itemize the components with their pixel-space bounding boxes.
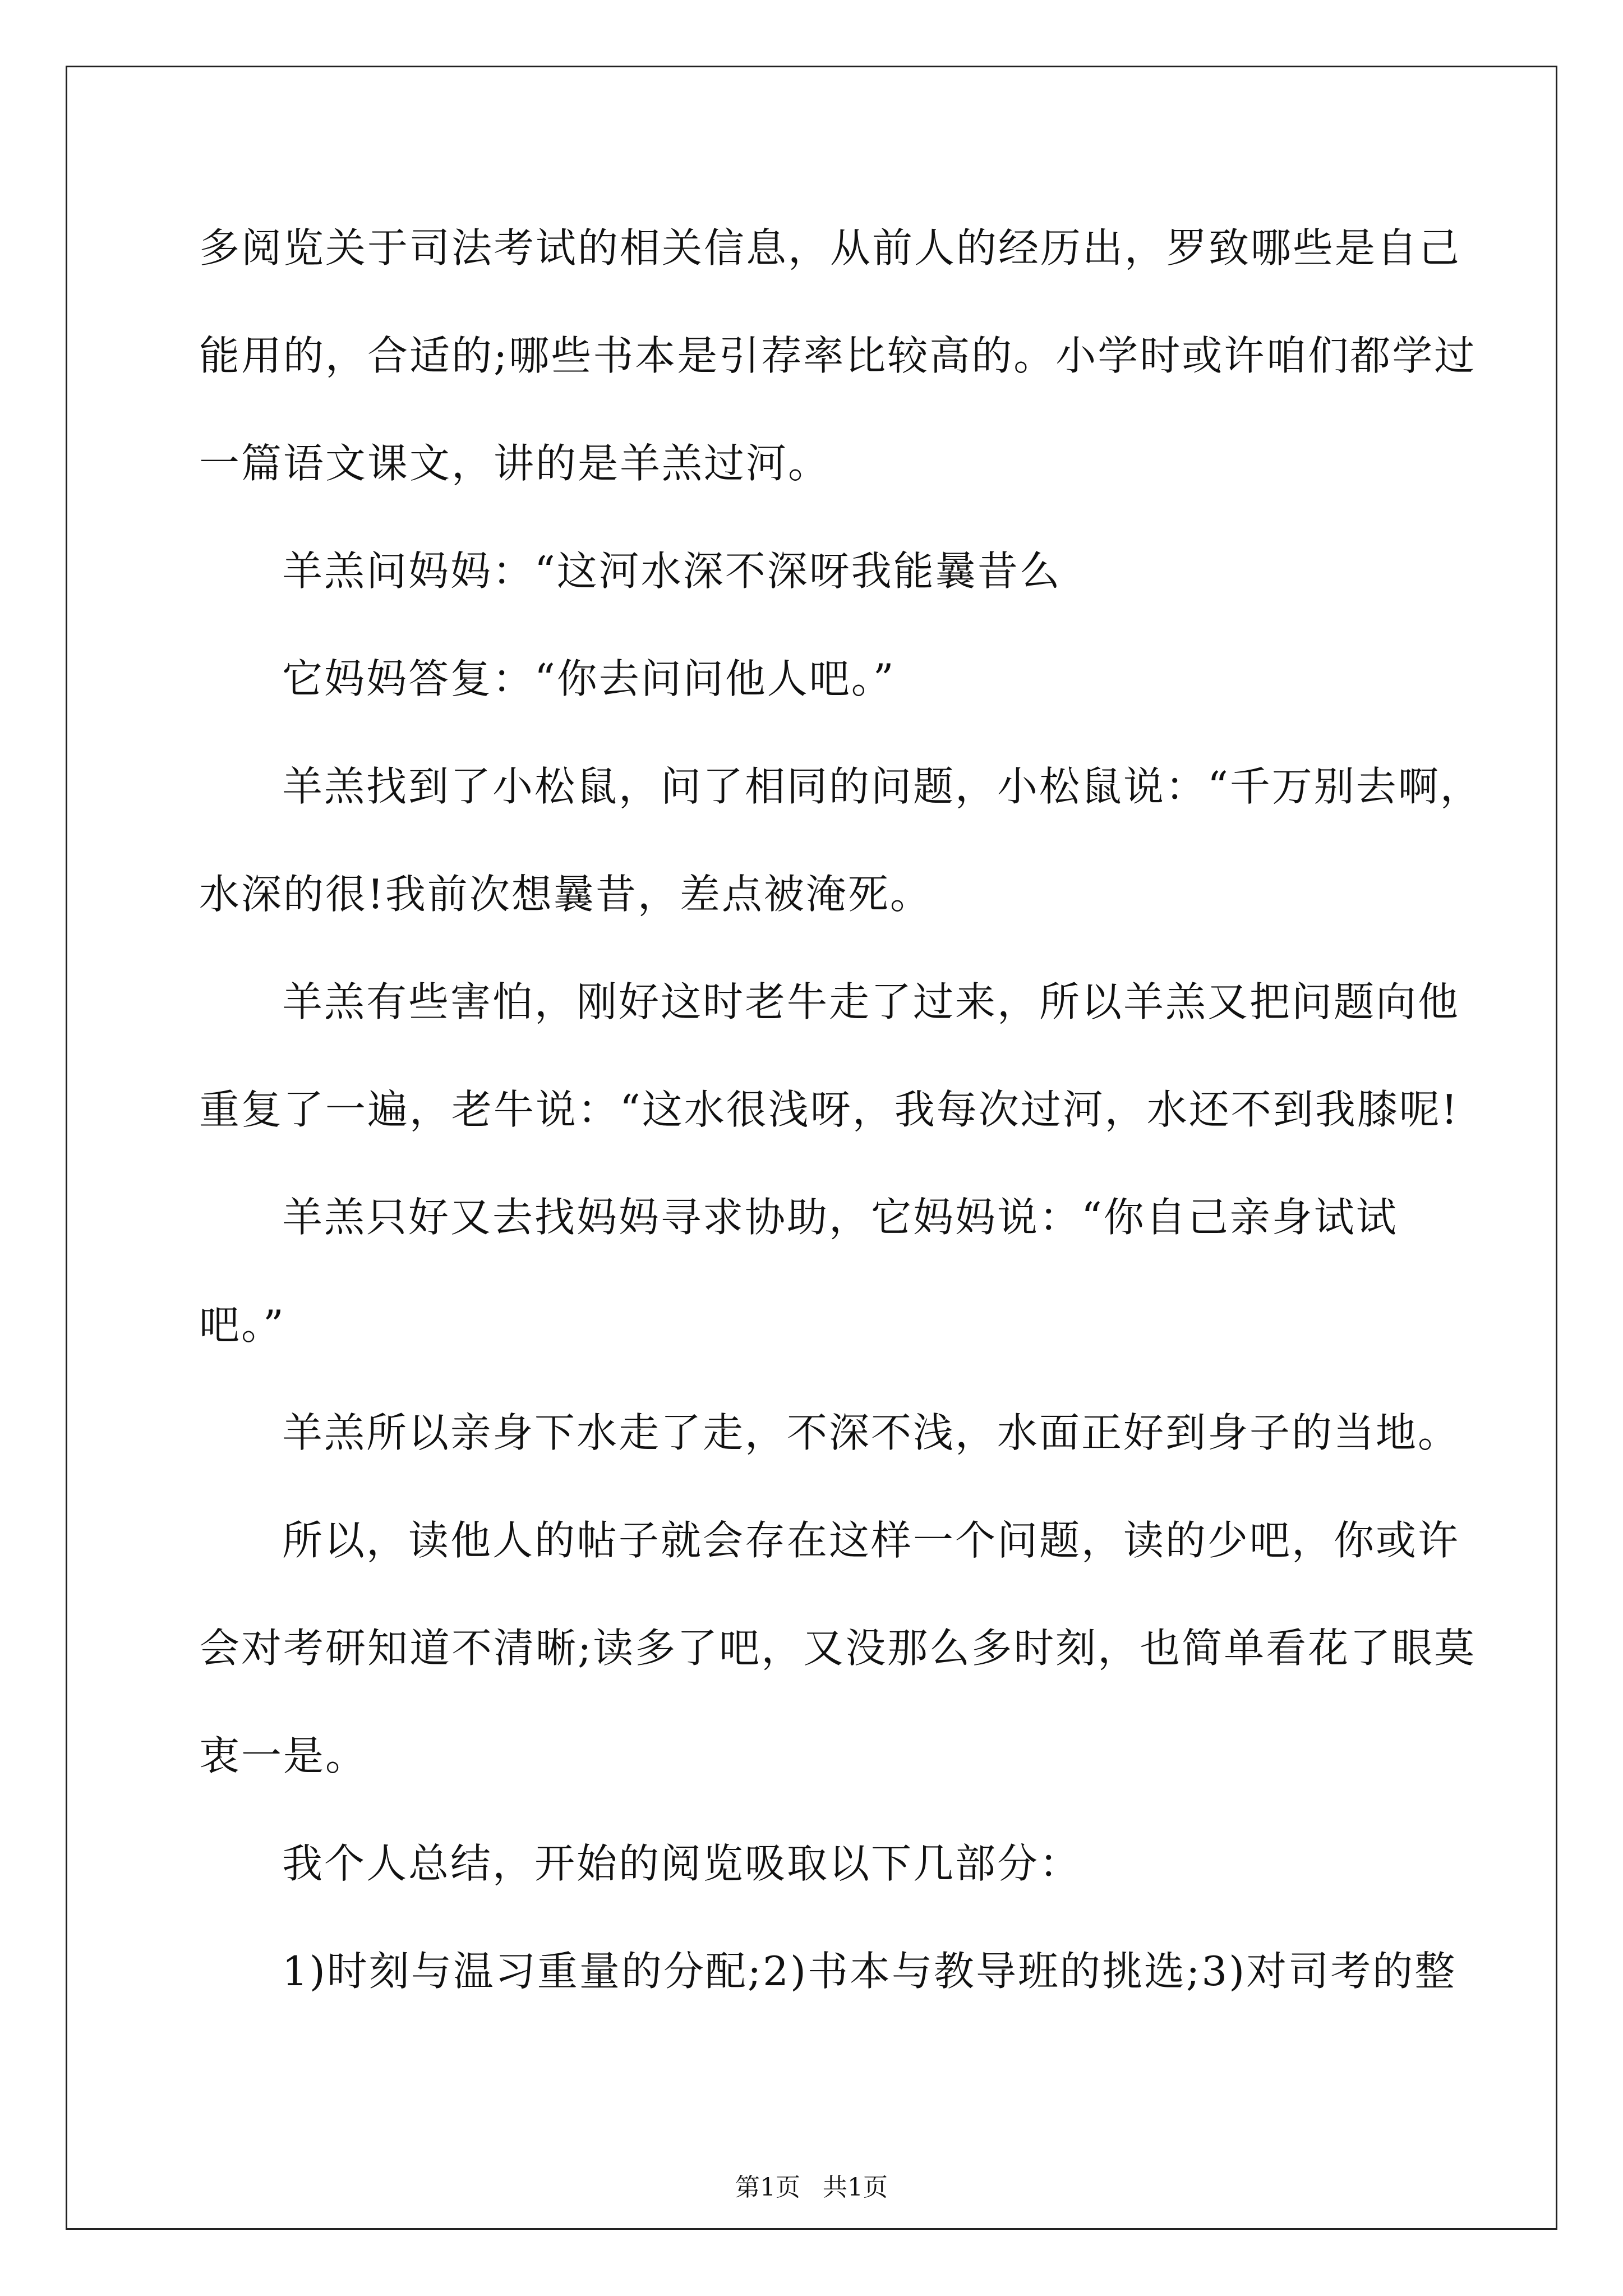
text-line: 能用的，合适的;哪些书本是引荐率比较高的。小学时或许咱们都学过 [199,332,1477,379]
page-footer [0,2171,1623,2205]
text-line: 所以，读他人的帖子就会存在这样一个问题，读的少吧，你或许 [282,1517,1460,1564]
text-line: 衷一是。 [199,1732,368,1779]
text-line: 羊羔找到了小松鼠，问了相同的问题，小松鼠说：“千万别去啊， [282,763,1482,810]
text-line: 1)时刻与温习重量的分配;2)书本与教导班的挑选;3)对司考的整 [282,1948,1457,1995]
text-line: 会对考研知道不清晰;读多了吧，又没那么多时刻，也简单看花了眼莫 [199,1625,1477,1672]
text-line: 重复了一遍，老牛说：“这水很浅呀，我每次过河，水还不到我膝呢! [199,1086,1459,1133]
page-border [66,66,1557,2230]
text-line: 一篇语文课文，讲的是羊羔过河。 [199,440,831,487]
page-number-total: 共1页 [823,2173,888,2202]
text-line: 羊羔只好又去找妈妈寻求协助，它妈妈说：“你自己亲身试试 [282,1194,1398,1241]
text-line: 多阅览关于司法考试的相关信息，从前人的经历出，罗致哪些是自己 [199,224,1461,272]
text-line: 羊羔问妈妈：“这河水深不深呀我能曩昔么 [282,547,1062,595]
text-line: 羊羔所以亲身下水走了走，不深不浅，水面正好到身子的当地。 [282,1409,1460,1456]
text-line: 吧。” [199,1301,285,1349]
page-number-current: 第1页 [735,2173,800,2202]
text-line: 羊羔有些害怕，刚好这时老牛走了过来，所以羊羔又把问题向他 [282,978,1460,1025]
text-line: 水深的很!我前次想曩昔，差点被淹死。 [199,871,932,918]
text-line: 它妈妈答复：“你去问问他人吧。” [282,655,896,702]
text-line: 我个人总结，开始的阅览吸取以下几部分： [282,1840,1082,1887]
